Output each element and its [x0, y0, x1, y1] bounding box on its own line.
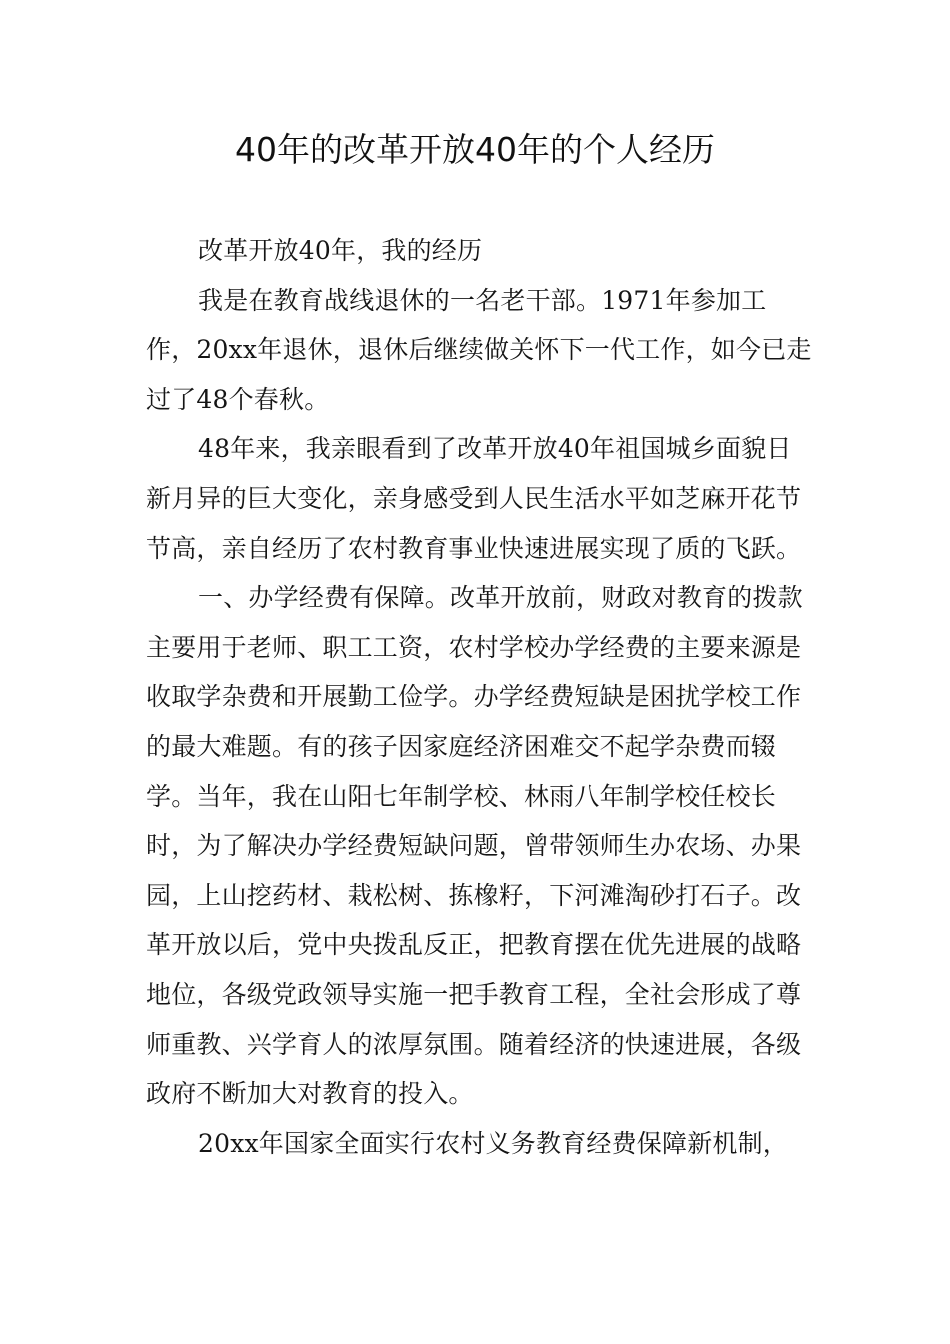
- paragraph-subtitle: 改革开放40年，我的经历: [198, 236, 483, 265]
- paragraph-funding: 一、办学经费有保障。改革开放前，财政对教育的拨款主要用于老师、职工工资，农村学校办学经费的主要来源是收取学杂费和开展勤工俭学。办学经费短缺是困扰学校工作的最大难题。有的孩子因家庭经济困难交不起学杂费而辍学。当年，我在山阳七年制学校、林雨八年制学校任校长时，为了解决办学经费短缺问题，曾带领师生办农场、办果园，上山挖药材、栽松树、拣橡籽，下河滩淘砂打石子。改革开放以后，党中央拨乱反正，把教育摆在优先进展的战略地位，各级党政领导实施一把手教育工程，全社会形成了尊师重教、兴学育人的浓厚氛围。随着经济的快速进展，各级政府不断加大对教育的投入。: [146, 583, 803, 1109]
- document-body: [146, 226, 814, 1168]
- paragraph-48-years: 48年来，我亲眼看到了改革开放40年祖国城乡面貌日新月异的巨大变化，亲身感受到人民生活水平如芝麻开花节节高，亲自经历了农村教育事业快速进展实现了质的飞跃。: [146, 434, 802, 563]
- paragraph-new-mechanism: 20xx年国家全面实行农村义务教育经费保障新机制，: [198, 1128, 789, 1158]
- paragraph-intro: 我是在教育战线退休的一名老干部。1971年参加工作，20xx年退休，退休后继续做关怀下一代工作，如今已走过了48个春秋。: [146, 285, 812, 414]
- document-title: 40年的改革开放40年的个人经历: [235, 130, 715, 169]
